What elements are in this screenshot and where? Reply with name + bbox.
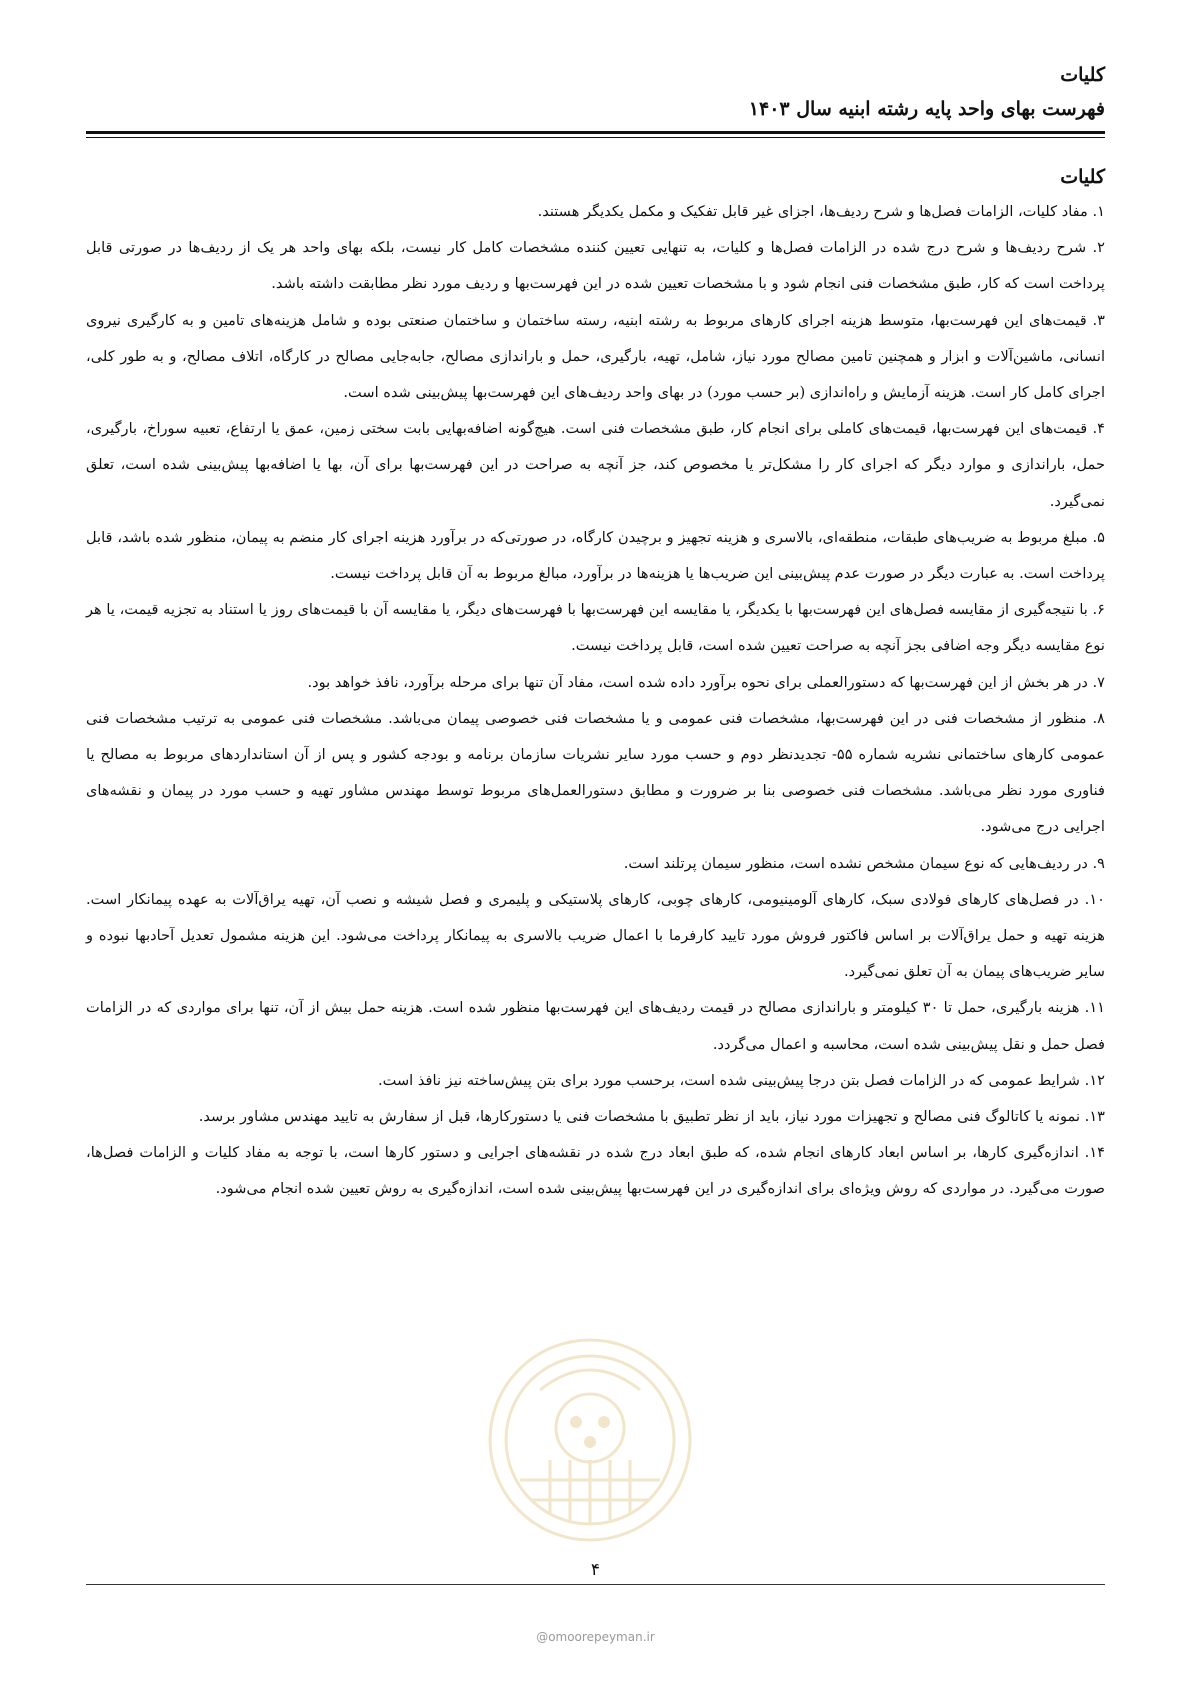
page-number-text: ۴ [577,1560,614,1580]
clause-paragraph: ۵. مبلغ مربوط به ضریب‌های طبقات، منطقه‌ای، بالاسری و هزینه تجهیز و برچیدن کارگاه، در صورتی‌که در برآورد هزینه اجرای کار منضم به پیمان، منظور شده باشد، قابل پرداخت است. به عبارت دیگر در صورت عدم پیش‌بینی این ضریب‌ها یا هزینه‌ها در برآورد، مبالغ مربوط به آن قابل پرداخت نیست. [86,528,1105,583]
clause-paragraph: ۸. منظور از مشخصات فنی در این فهرست‌بها، مشخصات فنی عمومی و یا مشخصات فنی خصوصی پیمان می‌باشد. مشخصات فنی عمومی به ترتیب مشخصات فنی عمومی کارهای ساختمانی نشریه شماره ۵۵- تجدیدنظر دوم و حسب مورد سایر نشریات سازمان برنامه و بودجه کشور و پس از آن استانداردهای مربوط به مصالح یا فناوری مورد نظر می‌باشد. مشخصات فنی خصوصی بنا بر ضرورت و مطابق دستورالعمل‌های مربوط توسط مهندس مشاور تهیه و حسب مورد در پیمان و نقشه‌های اجرایی درج می‌شود. [86,709,1106,836]
clause-paragraph: ۹. در ردیف‌هایی که نوع سیمان مشخص نشده است، منظور سیمان پرتلند است. [623,854,1105,872]
clause-paragraph: ۱۲. شرایط عمومی که در الزامات فصل بتن درجا پیش‌بینی شده است، برحسب مورد برای بتن پیش‌ساخته نیز نافذ است. [377,1071,1105,1089]
clause-paragraph: ۱۱. هزینه بارگیری، حمل تا ۳۰ کیلومتر و باراندازی مصالح در قیمت ردیف‌های این فهرست‌بها منظور شده است. هزینه حمل بیش از آن، تنها برای مواردی که در الزامات فصل حمل و نقل پیش‌بینی شده است، محاسبه و اعمال می‌گردد. [86,999,1106,1053]
section-heading: کلیات [1060,166,1105,188]
seal-watermark-icon [480,1330,700,1550]
header-divider-thin [86,137,1105,138]
footer-divider [86,1584,1105,1585]
clause-paragraph: ۱۳. نمونه یا کاتالوگ فنی مصالح و تجهیزات مورد نیاز، باید از نظر تطبیق با مشخصات فنی یا دستورکارها، قبل از سفارش به تایید مهندس مشاور برسد. [198,1108,1105,1126]
clause-paragraph: ۶. با نتیجه‌گیری از مقایسه فصل‌های این فهرست‌بها با یکدیگر، یا مقایسه این فهرست‌بها با فهرست‌های دیگر، یا مقایسه آن با قیمت‌های روز یا استناد به تجزیه قیمت، یا هر نوع مقایسه دیگر وجه اضافی بجز آنچه به صراحت تعیین شده است، قابل پرداخت نیست. [86,601,1105,655]
header-subtitle: فهرست بهای واحد پایه رشته ابنیه سال ۱۴۰۳ [748,98,1105,120]
clause-paragraph: ۱. مفاد کلیات، الزامات فصل‌ها و شرح ردیف‌ها، اجزای غیر قابل تفکیک و مکمل یکدیگر هستند. [537,203,1105,220]
clause-paragraph: ۲. شرح ردیف‌ها و شرح درج شده در الزامات فصل‌ها و کلیات، به تنهایی تعیین کننده مشخصات کامل کار نیست، بلکه بهای واحد هر یک از ردیف‌ها در صورتی قابل پرداخت است که کار، طبق مشخصات فنی انجام شود و با مشخصات تعیین شده در این فهرست‌بها و ردیف مورد نظر مطابقت داشته باشد. [86,239,1105,293]
page-header [86,58,1105,126]
header-title: کلیات [1060,64,1105,86]
document-body [86,160,1105,1208]
header-divider-thick [86,131,1105,134]
clause-paragraph: ۳. قیمت‌های این فهرست‌بها، متوسط هزینه اجرای کارهای مربوط به رشته ابنیه، رسته ساختمان و ساختمان صنعتی بوده و شامل هزینه‌های تامین و به کارگیری نیروی انسانی، ماشین‌آلات و ابزار و همچنین تامین مصالح مورد نیاز، شامل، تهیه، بارگیری، حمل و باراندازی مصالح، جابه‌جایی مصالح در کارگاه، اتلاف مصالح، و به طور کلی، اجرای کامل کار است. هزینه آزمایش و راه‌اندازی (بر حسب مورد) در بهای واحد ردیف‌های این فهرست‌بها پیش‌بینی شده است. [86,311,1105,402]
site-watermark-text: @omoorepeyman.ir [536,1630,655,1644]
clause-paragraph: ۱۴. اندازه‌گیری کارها، بر اساس ابعاد کارهای انجام شده، که طبق ابعاد درج شده در نقشه‌های اجرایی و دستور کارها است، با توجه به مفاد کلیات و الزامات فصل‌ها، صورت می‌گیرد. در مواردی که روش ویژه‌ای برای اندازه‌گیری در این فهرست‌بها پیش‌بینی شده است، اندازه‌گیری به روش تعیین شده انجام می‌شود. [86,1144,1105,1198]
clause-paragraph: ۴. قیمت‌های این فهرست‌بها، قیمت‌های کاملی برای انجام کار، طبق مشخصات فنی است. هیچ‌گونه اضافه‌بهایی بابت سختی زمین، عمق یا ارتفاع، تعبیه سوراخ، بارگیری، حمل، باراندازی و موارد دیگر که اجرای کار را مشکل‌تر یا مخصوص کند، جز آنچه به صراحت در این فهرست‌بها برای آن، بها یا اضافه‌بها پیش‌بینی شده است، تعلق نمی‌گیرد. [86,420,1105,510]
page-number [0,1560,1191,1580]
clause-paragraph: ۷. در هر بخش از این فهرست‌بها که دستورالعملی برای نحوه برآورد داده شده است، مفاد آن تنها برای مرحله برآورد، نافذ خواهد بود. [307,673,1105,691]
clause-paragraph: ۱۰. در فصل‌های کارهای فولادی سبک، کارهای آلومینیومی، کارهای چوبی، کارهای پلاستیکی و پلیمری و فصل شیشه و نصب آن، تهیه یراق‌آلات به عهده پیمانکار است. هزینه تهیه و حمل یراق‌آلات بر اساس فاکتور فروش مورد تایید کارفرما با اعمال ضریب بالاسری به پیمانکار پرداخت می‌شود. این هزینه مشمول تعدیل آحادبها نبوده و سایر ضریب‌های پیمان به آن تعلق نمی‌گیرد. [86,890,1105,981]
